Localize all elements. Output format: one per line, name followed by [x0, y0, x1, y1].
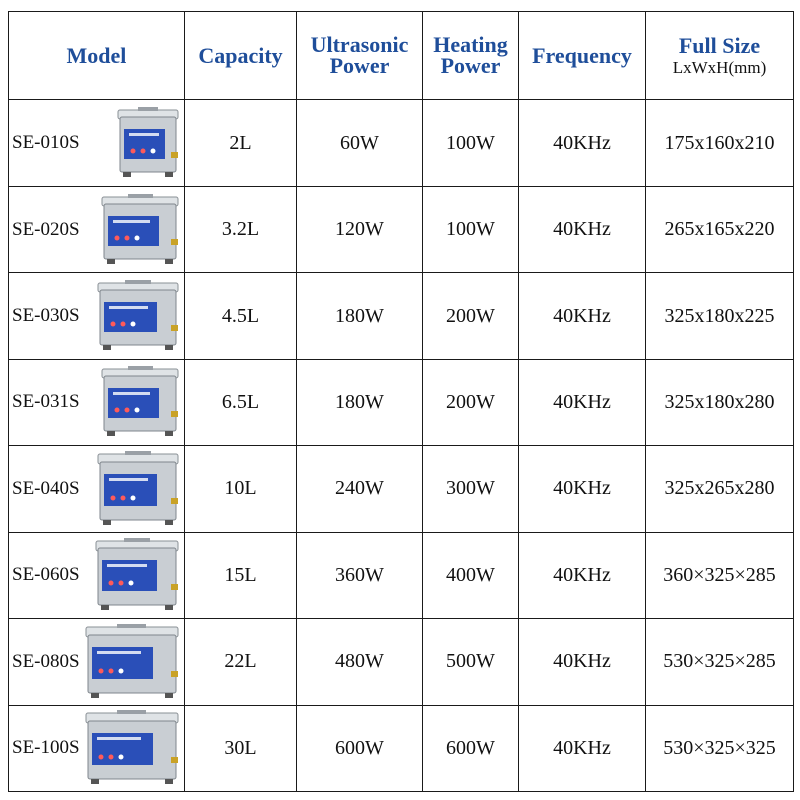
full-size-cell: 325x180x225 — [646, 273, 794, 359]
table-row — [9, 705, 794, 791]
capacity-cell: 22L — [185, 619, 297, 705]
ultrasonic-power-cell: 120W — [297, 186, 423, 272]
ultrasonic-cleaner-icon — [83, 710, 181, 786]
header-model: Model — [9, 12, 185, 100]
frequency-cell: 40KHz — [519, 446, 646, 532]
heating-power-cell: 400W — [423, 532, 519, 618]
model-name: SE-031S — [12, 391, 80, 413]
ultrasonic-power-cell: 480W — [297, 619, 423, 705]
capacity-cell: 30L — [185, 705, 297, 791]
model-name: SE-010S — [12, 132, 80, 154]
model-cell — [9, 359, 185, 445]
full-size-cell: 265x165x220 — [646, 186, 794, 272]
frequency-cell: 40KHz — [519, 532, 646, 618]
ultrasonic-power-cell: 180W — [297, 359, 423, 445]
ultrasonic-cleaner-icon — [95, 451, 181, 527]
model-cell — [9, 619, 185, 705]
model-name: SE-030S — [12, 305, 80, 327]
ultrasonic-power-cell: 60W — [297, 100, 423, 186]
spec-table — [8, 11, 794, 792]
ultrasonic-cleaner-icon — [95, 280, 181, 352]
heating-power-cell: 300W — [423, 446, 519, 532]
model-cell — [9, 532, 185, 618]
model-name: SE-100S — [12, 737, 80, 759]
header-heating-power: Heating Power — [423, 12, 519, 100]
full-size-cell: 530×325×325 — [646, 705, 794, 791]
model-cell — [9, 186, 185, 272]
model-cell — [9, 100, 185, 186]
full-size-cell: 175x160x210 — [646, 100, 794, 186]
frequency-cell: 40KHz — [519, 359, 646, 445]
header-frequency: Frequency — [519, 12, 646, 100]
ultrasonic-cleaner-icon — [115, 107, 181, 179]
ultrasonic-cleaner-icon — [93, 538, 181, 612]
frequency-cell: 40KHz — [519, 186, 646, 272]
capacity-cell: 10L — [185, 446, 297, 532]
model-name: SE-080S — [12, 650, 80, 672]
header-size-unit: LxWxH(mm) — [672, 57, 767, 77]
ultrasonic-power-cell: 240W — [297, 446, 423, 532]
header-full-size: Full Size LxWxH(mm) — [646, 12, 794, 100]
heating-power-cell: 200W — [423, 359, 519, 445]
frequency-cell: 40KHz — [519, 619, 646, 705]
header-row — [9, 12, 794, 100]
model-cell — [9, 273, 185, 359]
ultrasonic-power-cell: 180W — [297, 273, 423, 359]
capacity-cell: 15L — [185, 532, 297, 618]
heating-power-cell: 500W — [423, 619, 519, 705]
full-size-cell: 325x265x280 — [646, 446, 794, 532]
ultrasonic-cleaner-icon — [99, 366, 181, 438]
ultrasonic-power-cell: 600W — [297, 705, 423, 791]
heating-power-cell: 100W — [423, 186, 519, 272]
table-row — [9, 100, 794, 186]
full-size-cell: 325x180x280 — [646, 359, 794, 445]
ultrasonic-power-cell: 360W — [297, 532, 423, 618]
heating-power-cell: 600W — [423, 705, 519, 791]
table-row — [9, 273, 794, 359]
table-row — [9, 446, 794, 532]
table-row — [9, 532, 794, 618]
model-name: SE-020S — [12, 218, 80, 240]
model-name: SE-060S — [12, 564, 80, 586]
header-ultrasonic-power: Ultrasonic Power — [297, 12, 423, 100]
header-capacity: Capacity — [185, 12, 297, 100]
model-cell — [9, 446, 185, 532]
model-cell — [9, 705, 185, 791]
frequency-cell: 40KHz — [519, 705, 646, 791]
model-name: SE-040S — [12, 477, 80, 499]
capacity-cell: 4.5L — [185, 273, 297, 359]
capacity-cell: 2L — [185, 100, 297, 186]
table-row — [9, 186, 794, 272]
capacity-cell: 3.2L — [185, 186, 297, 272]
ultrasonic-cleaner-icon — [83, 624, 181, 700]
ultrasonic-cleaner-icon — [99, 194, 181, 266]
full-size-cell: 530×325×285 — [646, 619, 794, 705]
capacity-cell: 6.5L — [185, 359, 297, 445]
full-size-cell: 360×325×285 — [646, 532, 794, 618]
frequency-cell: 40KHz — [519, 273, 646, 359]
frequency-cell: 40KHz — [519, 100, 646, 186]
table-row — [9, 359, 794, 445]
heating-power-cell: 200W — [423, 273, 519, 359]
heating-power-cell: 100W — [423, 100, 519, 186]
table-row — [9, 619, 794, 705]
